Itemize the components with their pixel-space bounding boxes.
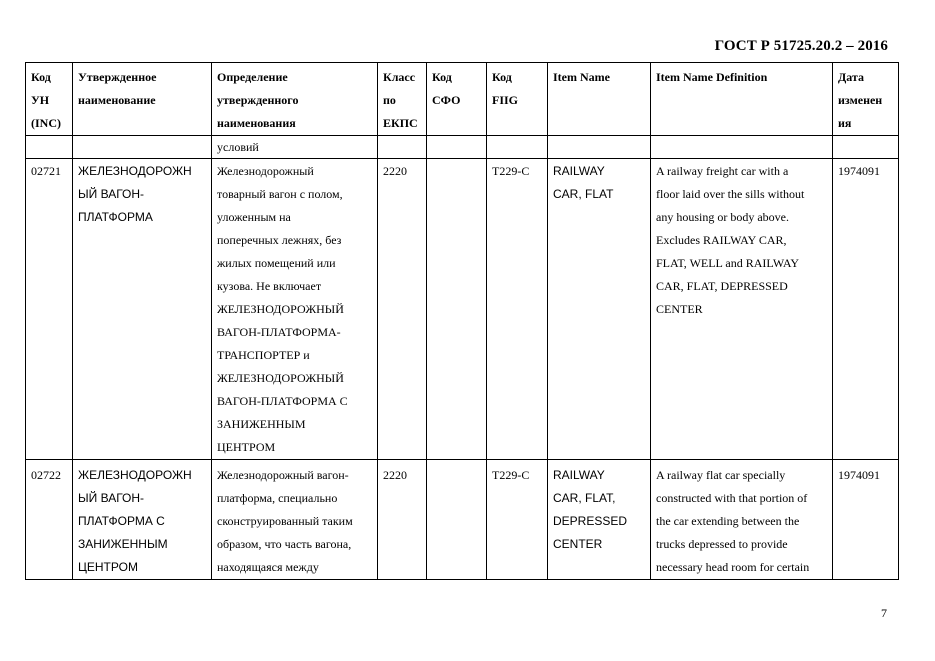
- table-cell-ekps-class: 2220: [378, 460, 427, 580]
- text-line: A railway flat car specially: [656, 468, 786, 482]
- text-line: any housing or body above.: [656, 210, 789, 224]
- text-line: Утвержденное: [78, 70, 157, 84]
- text-line: floor laid over the sills without: [656, 187, 805, 201]
- text-line: RAILWAY: [553, 468, 605, 482]
- table-cell-item-name-definition: [651, 460, 833, 580]
- table-cell: [487, 136, 548, 159]
- text-line: Класс: [383, 70, 416, 84]
- text-line: УН: [31, 93, 50, 107]
- table-cell-definition: [212, 159, 378, 460]
- table-cell-fiig-code: T229-C: [487, 159, 548, 460]
- text-line: наименования: [217, 116, 296, 130]
- table-cell-sfo-code: [427, 460, 487, 580]
- table-cell-fiig-code: T229-C: [487, 460, 548, 580]
- table-cell-definition: [212, 460, 378, 580]
- column-header-ekps-class: [378, 63, 427, 136]
- text-line: CENTER: [553, 537, 603, 551]
- table-cell-item-name: [548, 159, 651, 460]
- table-cell-approved-name: [73, 159, 212, 460]
- text-line: (INC): [31, 116, 61, 130]
- column-header-fiig-code: [487, 63, 548, 136]
- table-row: [26, 159, 899, 460]
- item-names-table: [25, 62, 899, 580]
- text-line: жилых помещений или: [217, 256, 336, 270]
- text-line: утвержденного: [217, 93, 299, 107]
- table-cell-approved-name: [73, 460, 212, 580]
- document-code: ГОСТ Р 51725.20.2 – 2016: [714, 38, 888, 54]
- table-cell-change-date: 1974091: [833, 460, 899, 580]
- text-line: trucks depressed to provide: [656, 537, 788, 551]
- text-line: сконструированный таким: [217, 514, 353, 528]
- text-line: ЦЕНТРОМ: [217, 440, 276, 454]
- table-row-continuation: [26, 136, 899, 159]
- text-line: наименование: [78, 93, 156, 107]
- text-line: ЗАНИЖЕННЫМ: [78, 537, 168, 551]
- table-cell: [378, 136, 427, 159]
- text-line: платформа, специально: [217, 491, 338, 505]
- text-line: ЕКПС: [383, 116, 418, 130]
- text-line: ТРАНСПОРТЕР и: [217, 348, 310, 362]
- text-line: RAILWAY: [553, 164, 605, 178]
- text-line: necessary head room for certain: [656, 560, 810, 574]
- text-line: FLAT, WELL and RAILWAY: [656, 256, 800, 270]
- table-cell: [833, 136, 899, 159]
- column-header-approved-name: [73, 63, 212, 136]
- table-cell: [427, 136, 487, 159]
- column-header-sfo-code: [427, 63, 487, 136]
- text-line: Определение: [217, 70, 288, 84]
- text-line: Дата: [838, 70, 864, 84]
- text-line: находящаяся между: [217, 560, 319, 574]
- table-cell-item-name-definition: [651, 159, 833, 460]
- text-line: Excludes RAILWAY CAR,: [656, 233, 787, 247]
- text-line: ЫЙ ВАГОН-: [78, 491, 145, 505]
- table-cell-sfo-code: [427, 159, 487, 460]
- table-cell-ekps-class: 2220: [378, 159, 427, 460]
- text-line: СФО: [432, 93, 461, 107]
- text-line: CAR, FLAT,: [553, 491, 616, 505]
- column-header-inc: [26, 63, 73, 136]
- text-line: A railway freight car with a: [656, 164, 789, 178]
- text-line: ия: [838, 116, 852, 130]
- table-cell-change-date: 1974091: [833, 159, 899, 460]
- text-line: изменен: [838, 93, 883, 107]
- text-line: Код: [31, 70, 51, 84]
- text-line: Item Name Definition: [656, 70, 768, 84]
- text-line: CAR, FLAT: [553, 187, 614, 201]
- text-line: ЖЕЛЕЗНОДОРОЖН: [78, 164, 192, 178]
- text-line: the car extending between the: [656, 514, 800, 528]
- text-line: FIIG: [492, 93, 519, 107]
- column-header-change-date: [833, 63, 899, 136]
- column-header-item-name: [548, 63, 651, 136]
- text-line: ПЛАТФОРМА: [78, 210, 153, 224]
- table-cell-inc: 02721: [26, 159, 73, 460]
- text-line: Код: [432, 70, 452, 84]
- table-row: [26, 460, 899, 580]
- text-line: ЖЕЛЕЗНОДОРОЖНЫЙ: [217, 371, 344, 385]
- text-line: constructed with that portion of: [656, 491, 808, 505]
- text-line: Железнодорожный вагон-: [217, 468, 349, 482]
- text-line: образом, что часть вагона,: [217, 537, 352, 551]
- page-number: 7: [881, 606, 887, 620]
- text-line: ЗАНИЖЕННЫМ: [217, 417, 306, 431]
- text-line: ЖЕЛЕЗНОДОРОЖНЫЙ: [217, 302, 344, 316]
- text-line: кузова. Не включает: [217, 279, 322, 293]
- column-header-definition: [212, 63, 378, 136]
- text-line: товарный вагон с полом,: [217, 187, 343, 201]
- table-cell: [73, 136, 212, 159]
- text-line: ВАГОН-ПЛАТФОРМА С: [217, 394, 348, 408]
- text-line: ЦЕНТРОМ: [78, 560, 138, 574]
- text-line: ПЛАТФОРМА С: [78, 514, 165, 528]
- table-cell: [26, 136, 73, 159]
- table-header-row: [26, 63, 899, 136]
- text-line: DEPRESSED: [553, 514, 628, 528]
- text-line: Код: [492, 70, 512, 84]
- text-line: CENTER: [656, 302, 703, 316]
- text-line: Item Name: [553, 70, 610, 84]
- table-cell: [651, 136, 833, 159]
- table-cell-definition: условий: [212, 136, 378, 159]
- text-line: ЫЙ ВАГОН-: [78, 187, 145, 201]
- text-line: уложенным на: [217, 210, 291, 224]
- text-line: поперечных лежнях, без: [217, 233, 342, 247]
- column-header-item-name-definition: [651, 63, 833, 136]
- text-line: ЖЕЛЕЗНОДОРОЖН: [78, 468, 192, 482]
- table-cell-item-name: [548, 460, 651, 580]
- text-line: по: [383, 93, 396, 107]
- text-line: ВАГОН-ПЛАТФОРМА-: [217, 325, 341, 339]
- text-line: Железнодорожный: [217, 164, 314, 178]
- table-cell: [548, 136, 651, 159]
- table-cell-inc: 02722: [26, 460, 73, 580]
- text-line: CAR, FLAT, DEPRESSED: [656, 279, 788, 293]
